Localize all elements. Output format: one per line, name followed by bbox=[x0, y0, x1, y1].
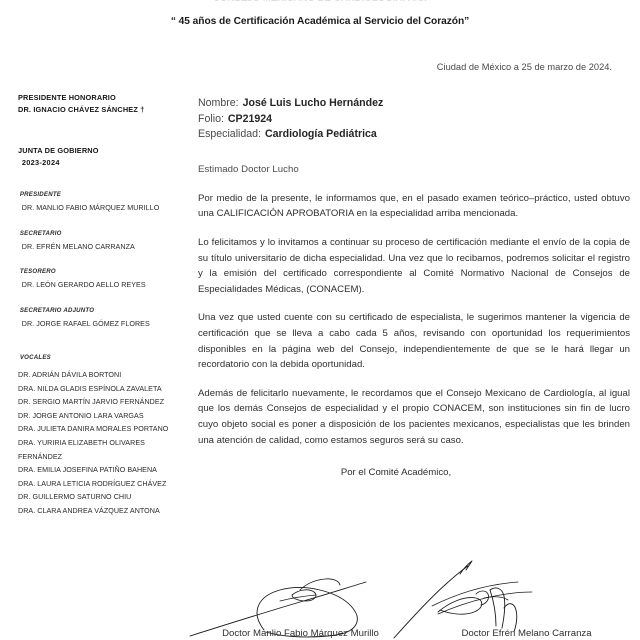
spacer bbox=[18, 115, 192, 145]
spacer bbox=[18, 254, 192, 267]
city-date-line: Ciudad de México a 25 de marzo de 2024. bbox=[436, 62, 612, 72]
recipient-folio-value: CP21924 bbox=[227, 112, 273, 125]
recipient-specialty-row bbox=[198, 127, 630, 143]
recipient-name-value: José Luis Lucho Hernández bbox=[242, 97, 384, 109]
spacer bbox=[18, 331, 192, 353]
vocal-item: DRA. JULIETA DANIRA MORALES PORTANO bbox=[18, 424, 169, 434]
vocal-item: DRA. EMILIA JOSEFINA PATIÑO BAHENA bbox=[18, 465, 157, 475]
board-period: 2023-2024 bbox=[21, 157, 60, 167]
recipient-folio-row bbox=[198, 112, 630, 128]
signature-marks bbox=[188, 548, 640, 640]
officer-role-secretario: SECRETARIO bbox=[19, 229, 62, 237]
officer-role-tesorero: TESORERO bbox=[19, 268, 56, 275]
recipient-specialty-label: Especialidad: bbox=[198, 128, 262, 141]
officer-name-secretario-adjunto: DR. JORGE RAFAEL GÓMEZ FLORES bbox=[21, 318, 150, 328]
vocal-item: DRA. LAURA LETICIA RODRÍGUEZ CHÁVEZ bbox=[18, 478, 167, 488]
closing-line: Por el Comité Académico, bbox=[340, 467, 452, 479]
vocal-item: DRA. NILDA GLADIS ESPÍNOLA ZAVALETA bbox=[18, 383, 162, 393]
spacer bbox=[18, 293, 192, 306]
body-paragraph-3: Una vez que usted cuente con su certificado de especialista, le sugerimos mantener la vigencia de certificación que se lleva a cabo cada 5 años, revisando con oportunidad los requerimientos disponibles en la página web del Consejo, independientemente de que se le hará llegar un recordatorio con la debida oportunidad. bbox=[198, 312, 630, 371]
officer-name-presidente: DR. MANLIO FABIO MÁRQUEZ MURILLO bbox=[21, 203, 160, 212]
signatory-name-left: Doctor Manlio Fabio Márquez Murillo bbox=[222, 628, 379, 639]
recipient-name-label: Nombre: bbox=[198, 97, 239, 109]
vocales-heading: VOCALES bbox=[19, 354, 51, 361]
spacer bbox=[18, 168, 192, 190]
recipient-folio-label: Folio: bbox=[198, 112, 224, 125]
vocal-item: DRA. YURIRIA ELIZABETH OLIVARES bbox=[18, 437, 145, 447]
officer-name-tesorero: DR. LEÓN GERARDO AELLO REYES bbox=[21, 280, 146, 289]
body-paragraph-2: Lo felicitamos y lo invitamos a continuar su proceso de certificación mediante el envío de la copia de su título universitario de dicha especialidad. Una vez que lo recibamos, podremos solicitar el registro y la emisión del certificado correspondiente al Comité Normativo Nacional de Consejos de Especialidades Médicas, (CONACEM). bbox=[198, 236, 630, 295]
vocal-item: DRA. CLARA ANDREA VÁZQUEZ ANTONA bbox=[18, 505, 160, 515]
signature-names bbox=[188, 628, 640, 639]
vocal-item: DR. ADRIÁN DÁVILA BORTONI bbox=[18, 370, 122, 379]
officer-name-secretario: DR. EFRÉN MELANO CARRANZA bbox=[21, 241, 135, 251]
vocal-item: DR. GUILLERMO SATURNO CHIU bbox=[18, 492, 132, 502]
board-sidebar bbox=[0, 92, 192, 518]
recipient-details bbox=[198, 96, 630, 143]
officer-role-presidente: PRESIDENTE bbox=[19, 191, 62, 198]
recipient-specialty-value: Cardiología Pediátrica bbox=[264, 128, 377, 141]
spacer bbox=[18, 216, 192, 229]
signature-area bbox=[188, 548, 640, 640]
recipient-name-row bbox=[198, 96, 630, 112]
salutation: Estimado Doctor Lucho bbox=[198, 163, 299, 175]
body-paragraph-1: Por medio de la presente, le informamos que, en el pasado examen teórico–práctico, usted obtuvo una CALIFICACIÓN APROBATORIA en la especialidad arriba mencionada. bbox=[198, 192, 630, 220]
officer-role-secretario-adjunto: SECRETARIO ADJUNTO bbox=[19, 306, 95, 314]
body-paragraph-4: Además de felicitarlo nuevamente, le recordamos que el Consejo Mexicano de Cardiología, al igual que los demás Consejos de especialidad y el propio CONACEM, son instituciones sin fin de lucro cuyo objeto social es poner a disposición de los pacientes mexicanos, especialistas que les brinden una atención de calidad, como estamos seguros será su caso. bbox=[198, 387, 630, 446]
board-heading: JUNTA DE GOBIERNO bbox=[18, 146, 99, 155]
honorary-president-name: DR. IGNACIO CHÁVEZ SÁNCHEZ † bbox=[18, 104, 145, 114]
vocal-item: DR. JORGE ANTONIO LARA VARGAS bbox=[18, 410, 144, 420]
honorary-president-heading: PRESIDENTE HONORARIO bbox=[18, 93, 116, 102]
signatory-name-right: Doctor Efrén Melano Carranza bbox=[461, 628, 592, 639]
header-slogan: “ 45 años de Certificación Académica al Servicio del Corazón” bbox=[170, 16, 470, 27]
vocal-item: DR. SERGIO MARTÍN JARVIO FERNÁNDEZ bbox=[18, 397, 165, 407]
letter-body bbox=[198, 96, 630, 478]
vocal-item-continuation: FERNÁNDEZ bbox=[18, 451, 63, 461]
top-cut-off-line bbox=[0, 0, 640, 1]
